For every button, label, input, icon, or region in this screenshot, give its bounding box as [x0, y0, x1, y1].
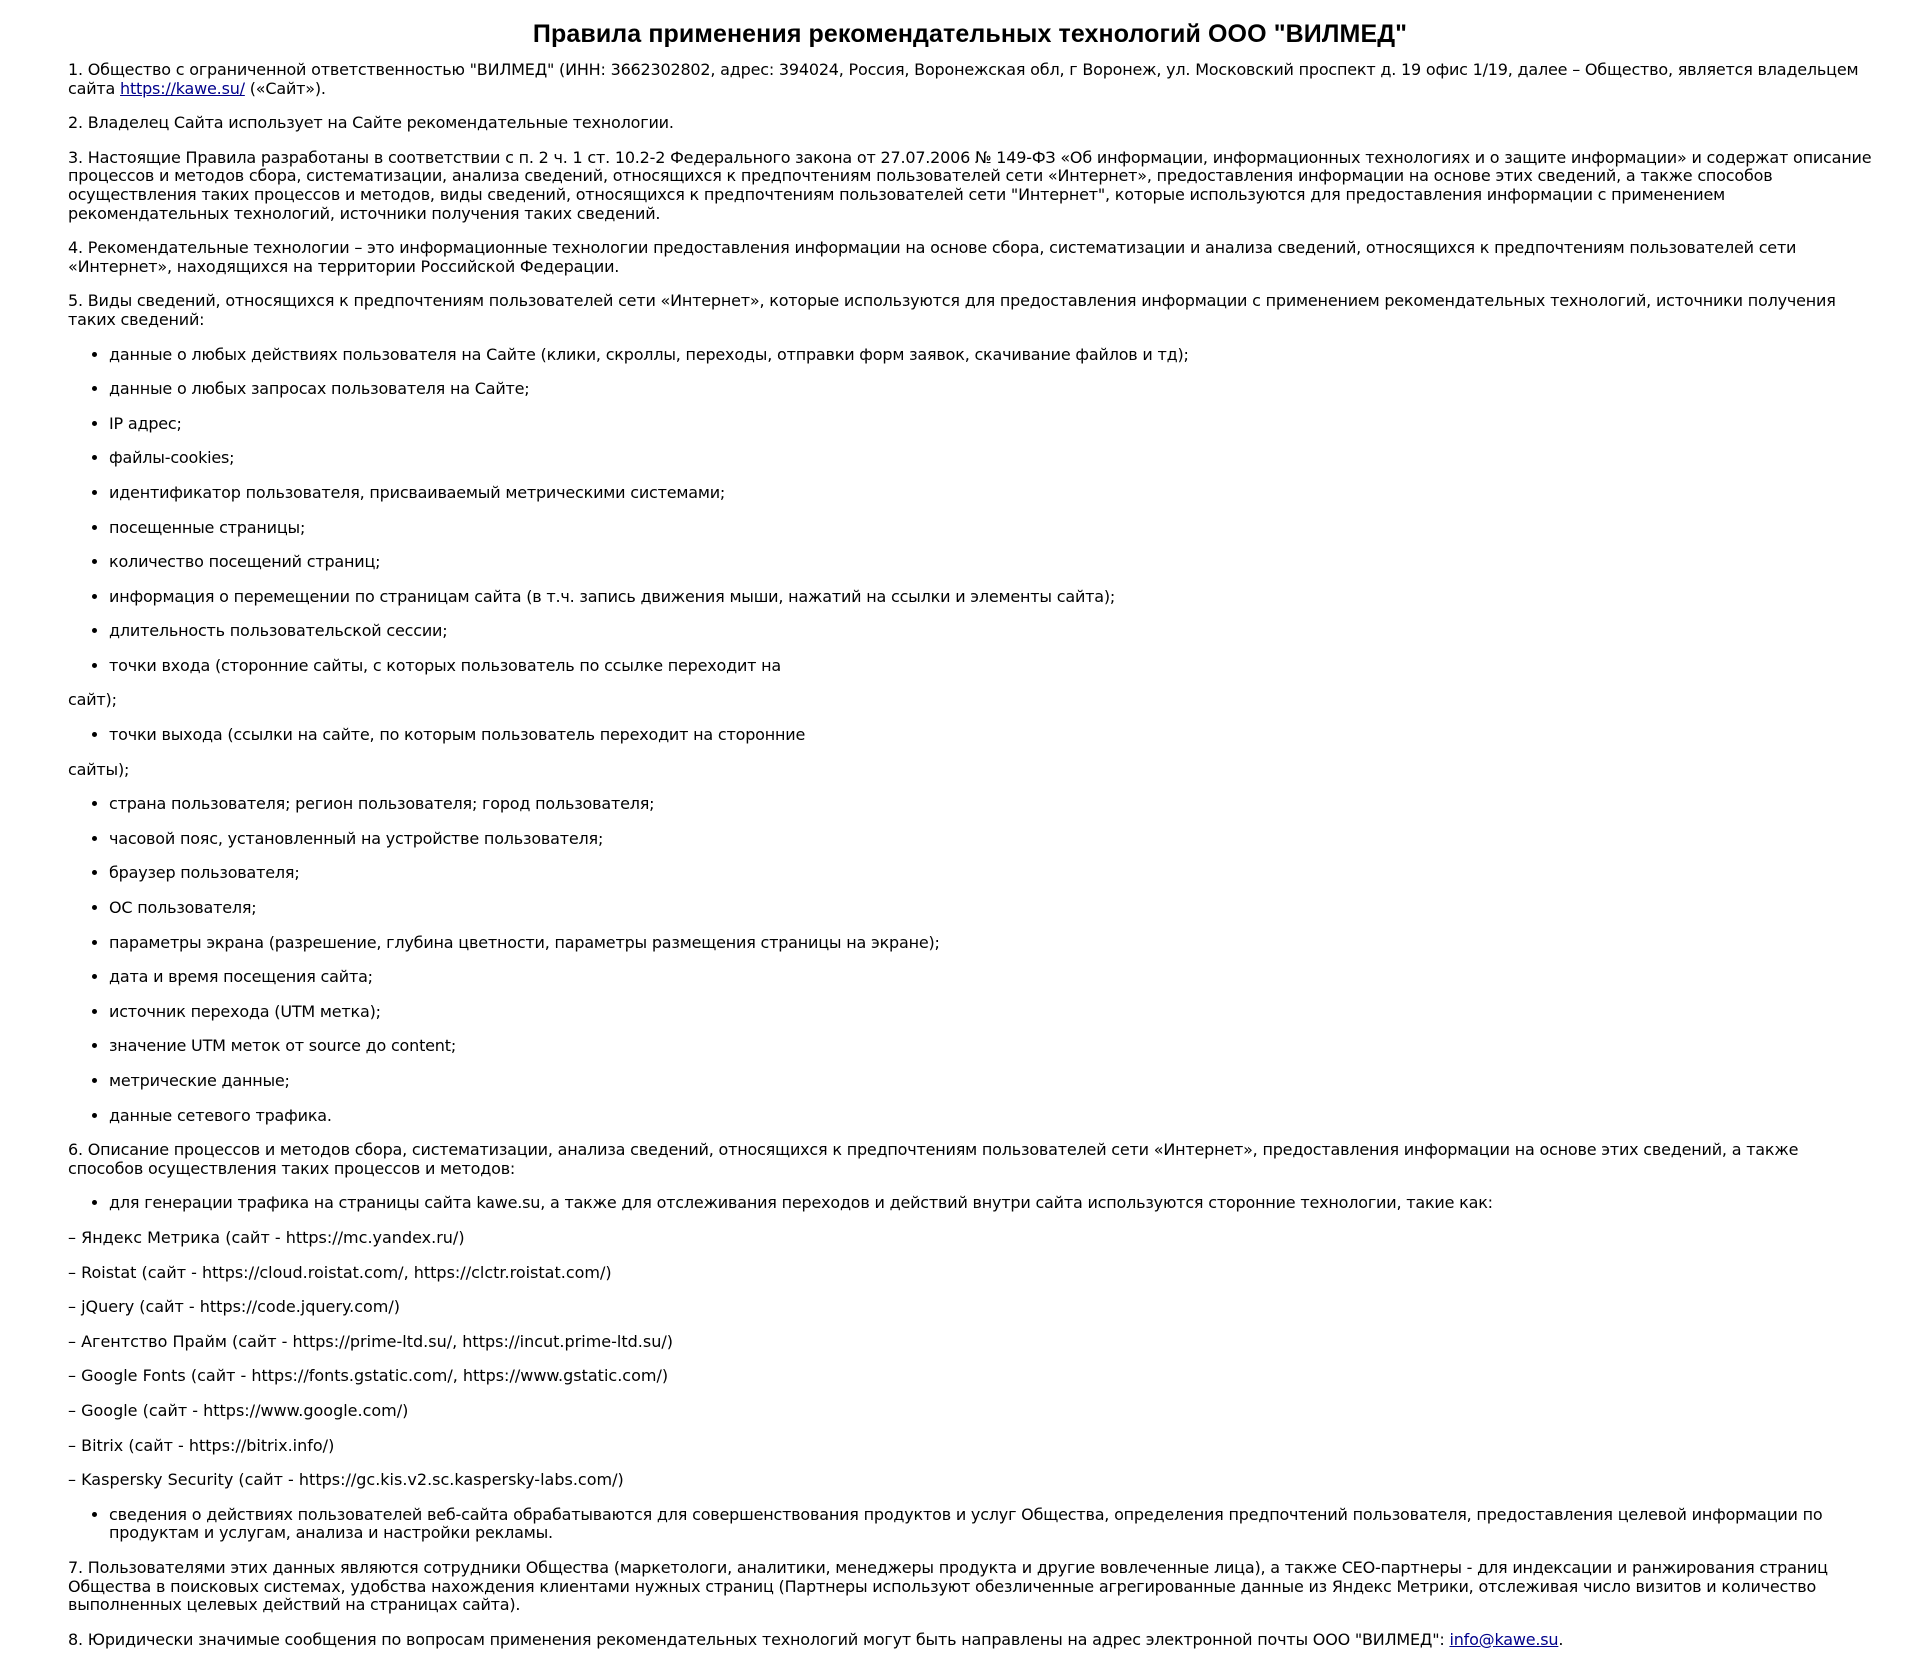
paragraph-2: 2. Владелец Сайта использует на Сайте рекомендательные технологии.: [68, 113, 674, 133]
paragraph-5: 5. Виды сведений, относящихся к предпочтениям пользователей сети «Интернет», которые используются для предоставления информации с применением рекомендательных технологий, источники получения таких сведений:: [68, 291, 1836, 329]
paragraph-1: [68, 61, 1872, 98]
list-item: • источник перехода (UTM метка);: [109, 1003, 1872, 1022]
page-title: Правила применения рекомендательных технологий ООО "ВИЛМЕД": [532, 20, 1408, 48]
paragraph-7: 7. Пользователями этих данных являются сотрудники Общества (маркетологи, аналитики, менеджеры продукта и другие вовлеченные лица), а также СЕО-партнеры - для индексации и ранжирования страниц Общества в поисковых системах, удобства нахождения клиентами нужных страниц (Партнеры используют обезличенные агрегированные данные из Яндекс Метрики, отслеживая число визитов и количество выполненных целевых действий на страницах сайта).: [68, 1557, 1828, 1615]
paragraph-1-text: 1. Общество с ограниченной ответственностью "ВИЛМЕД" (ИНН: 3662302802, адрес: 394024, Россия, Воронежская обл, г Воронеж, ул. Московский проспект д. 19 офис 1/19, далее – Общество, является владельцем сайта: [68, 60, 1859, 98]
list-item: • информация о перемещении по страницам сайта (в т.ч. запись движения мыши, нажатий на ссылки и элементы сайта);: [109, 588, 1872, 607]
paragraph-8-after: .: [1558, 1629, 1564, 1649]
list-continuation-1: сайт);: [68, 690, 117, 710]
data-types-list-a: [68, 346, 1872, 676]
list-item: • часовой пояс, установленный на устройстве пользователя;: [109, 830, 1872, 849]
list-item: • параметры экрана (разрешение, глубина цветности, параметры размещения страницы на экране);: [109, 934, 1872, 953]
data-types-list-c: [68, 795, 1872, 1125]
technology-line: – Bitrix (сайт - https://bitrix.info/): [68, 1435, 335, 1455]
technology-line: – jQuery (сайт - https://code.jquery.com/): [68, 1297, 401, 1317]
paragraph-6: 6. Описание процессов и методов сбора, систематизации, анализа сведений, относящихся к предпочтениям пользователей сети «Интернет», предоставления информации на основе этих сведений, а также способов осуществления таких процессов и методов:: [68, 1140, 1799, 1178]
paragraph-3: 3. Настоящие Правила разработаны в соответствии с п. 2 ч. 1 ст. 10.2-2 Федерального закона от 27.07.2006 № 149-ФЗ «Об информации, информационных технологиях и о защите информации» и содержат описание процессов и методов сбора, систематизации, анализа сведений, относящихся к предпочтениям пользователей сети «Интернет», предоставления информации на основе этих сведений, а также способов осуществления таких процессов и методов, виды сведений, относящихся к предпочтениям пользователей сети "Интернет", которые используются для предоставления информации с применением рекомендательных технологий, источники получения таких сведений.: [68, 147, 1872, 223]
list-item: • страна пользователя; регион пользователя; город пользователя;: [109, 795, 1872, 814]
list-item: • идентификатор пользователя, присваиваемый метрическими системами;: [109, 484, 1872, 503]
list-item: • количество посещений страниц;: [109, 553, 1872, 572]
list-item: • IP адрес;: [109, 415, 1872, 434]
processes-list-a: [68, 1194, 1872, 1213]
paragraph-8: [68, 1631, 1872, 1650]
list-item: • метрические данные;: [109, 1072, 1872, 1091]
list-item: • для генерации трафика на страницы сайта kawe.su, а также для отслеживания переходов и действий внутри сайта используются сторонние технологии, такие как:: [109, 1194, 1872, 1213]
site-link[interactable]: https://kawe.su/: [120, 78, 245, 98]
technology-line: – Roistat (сайт - https://cloud.roistat.com/, https://clctr.roistat.com/): [68, 1262, 612, 1282]
email-link[interactable]: info@kawe.su: [1449, 1629, 1559, 1649]
paragraph-4: 4. Рекомендательные технологии – это информационные технологии предоставления информации на основе сбора, систематизации и анализа сведений, относящихся к предпочтениям пользователей сети «Интернет», находящихся на территории Российской Федерации.: [68, 238, 1797, 276]
list-item: • данные сетевого трафика.: [109, 1107, 1872, 1126]
list-item: • браузер пользователя;: [109, 864, 1872, 883]
list-item: • ОС пользователя;: [109, 899, 1872, 918]
list-item: • данные о любых действиях пользователя на Сайте (клики, скроллы, переходы, отправки форм заявок, скачивание файлов и тд);: [109, 346, 1872, 365]
paragraph-1-after: («Сайт»).: [244, 78, 326, 98]
list-item: • сведения о действиях пользователей веб-сайта обрабатываются для совершенствования продуктов и услуг Общества, определения предпочтений пользователя, предоставления целевой информации по продуктам и услугам, анализа и настройки рекламы.: [109, 1506, 1872, 1543]
list-item: • значение UTM меток от source до content;: [109, 1037, 1872, 1056]
technology-line: – Kaspersky Security (сайт - https://gc.kis.v2.sc.kaspersky-labs.com/): [68, 1470, 624, 1490]
processes-list-b: [68, 1506, 1872, 1543]
technology-line: – Агентство Прайм (сайт - https://prime-ltd.su/, https://incut.prime-ltd.su/): [68, 1331, 673, 1351]
list-item: • файлы-cookies;: [109, 449, 1872, 468]
list-item: • данные о любых запросах пользователя на Сайте;: [109, 380, 1872, 399]
list-item: • дата и время посещения сайта;: [109, 968, 1872, 987]
technology-line: – Google (сайт - https://www.google.com/): [68, 1400, 409, 1420]
list-item: • точки выхода (ссылки на сайте, по которым пользователь переходит на сторонние: [109, 726, 1872, 745]
data-types-list-b: [68, 726, 1872, 745]
paragraph-8-text: 8. Юридически значимые сообщения по вопросам применения рекомендательных технологий могут быть направлены на адрес электронной почты ООО "ВИЛМЕД":: [68, 1629, 1450, 1649]
list-continuation-2: сайты);: [68, 759, 130, 779]
technology-line: – Google Fonts (сайт - https://fonts.gstatic.com/, https://www.gstatic.com/): [68, 1366, 669, 1386]
list-item: • длительность пользовательской сессии;: [109, 622, 1872, 641]
technologies-list: [68, 1229, 1872, 1490]
list-item: • посещенные страницы;: [109, 519, 1872, 538]
list-item: • точки входа (сторонние сайты, с которых пользователь по ссылке переходит на: [109, 657, 1872, 676]
technology-line: – Яндекс Метрика (сайт - https://mc.yandex.ru/): [68, 1227, 465, 1247]
